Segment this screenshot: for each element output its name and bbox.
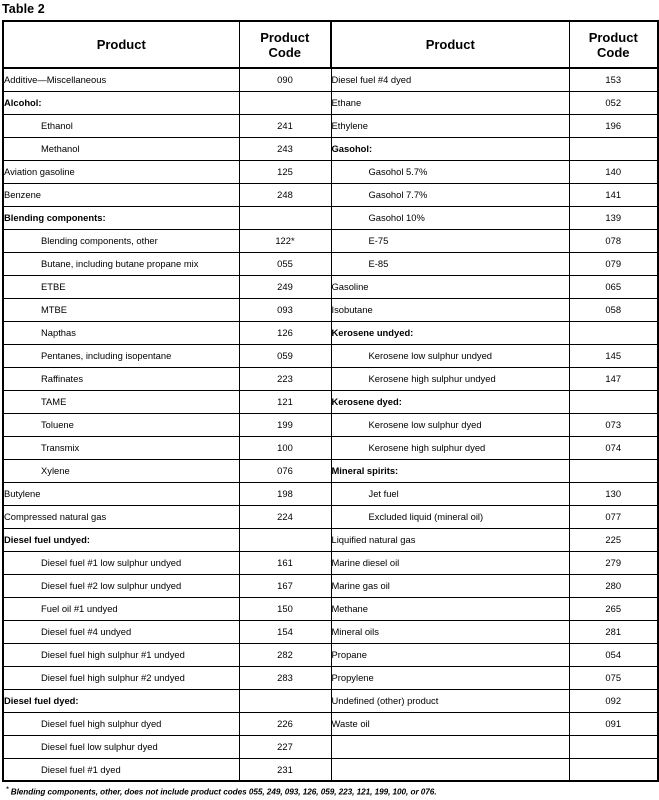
- cell-product-code-right: 279: [569, 551, 658, 574]
- header-product-code-left: [239, 21, 331, 68]
- cell-product-right: Propane: [331, 643, 569, 666]
- table-row: [3, 482, 658, 505]
- cell-product-right: Kerosene dyed:: [331, 390, 569, 413]
- cell-product-left: Toluene: [3, 413, 239, 436]
- cell-product-left: TAME: [3, 390, 239, 413]
- table-row: [3, 436, 658, 459]
- table-row: [3, 712, 658, 735]
- header-product-code-right: [569, 21, 658, 68]
- cell-product-code-left: 241: [239, 114, 331, 137]
- cell-product-right: Kerosene undyed:: [331, 321, 569, 344]
- table-row: [3, 367, 658, 390]
- cell-product-left: Xylene: [3, 459, 239, 482]
- table-row: [3, 298, 658, 321]
- cell-product-right: Methane: [331, 597, 569, 620]
- cell-product-code-left: 226: [239, 712, 331, 735]
- cell-product-right: Jet fuel: [331, 482, 569, 505]
- cell-product-code-left: 224: [239, 505, 331, 528]
- cell-product-code-right: [569, 137, 658, 160]
- cell-product-code-left: [239, 689, 331, 712]
- cell-product-code-left: 121: [239, 390, 331, 413]
- cell-product-code-right: [569, 390, 658, 413]
- table-row: [3, 574, 658, 597]
- table-row: [3, 275, 658, 298]
- cell-product-code-left: 283: [239, 666, 331, 689]
- cell-product-left: ETBE: [3, 275, 239, 298]
- cell-product-code-left: 161: [239, 551, 331, 574]
- cell-product-left: Additive—Miscellaneous: [3, 68, 239, 91]
- cell-product-right: Mineral oils: [331, 620, 569, 643]
- cell-product-code-left: 122*: [239, 229, 331, 252]
- table-row: [3, 413, 658, 436]
- cell-product-code-left: 090: [239, 68, 331, 91]
- cell-product-code-right: 141: [569, 183, 658, 206]
- cell-product-right: Diesel fuel #4 dyed: [331, 68, 569, 91]
- header-code-line2: Code: [268, 44, 301, 60]
- cell-product-code-left: 198: [239, 482, 331, 505]
- cell-product-left: Fuel oil #1 undyed: [3, 597, 239, 620]
- table-row: [3, 758, 658, 781]
- cell-product-code-left: 282: [239, 643, 331, 666]
- cell-product-code-left: 243: [239, 137, 331, 160]
- cell-product-right: Kerosene high sulphur dyed: [331, 436, 569, 459]
- cell-product-code-left: 167: [239, 574, 331, 597]
- cell-product-code-left: [239, 528, 331, 551]
- cell-product-right: Kerosene low sulphur undyed: [331, 344, 569, 367]
- cell-product-right: Excluded liquid (mineral oil): [331, 505, 569, 528]
- table-row: [3, 528, 658, 551]
- cell-product-code-right: 140: [569, 160, 658, 183]
- table-row: [3, 183, 658, 206]
- table-row: [3, 666, 658, 689]
- cell-product-left: Methanol: [3, 137, 239, 160]
- table-row: [3, 321, 658, 344]
- cell-product-right: Marine gas oil: [331, 574, 569, 597]
- cell-product-right: E-75: [331, 229, 569, 252]
- table-row: [3, 252, 658, 275]
- cell-product-code-left: 125: [239, 160, 331, 183]
- cell-product-code-left: [239, 206, 331, 229]
- cell-product-right: Waste oil: [331, 712, 569, 735]
- cell-product-left: Aviation gasoline: [3, 160, 239, 183]
- cell-product-left: MTBE: [3, 298, 239, 321]
- cell-product-code-right: 073: [569, 413, 658, 436]
- cell-product-code-right: 225: [569, 528, 658, 551]
- cell-product-left: Raffinates: [3, 367, 239, 390]
- cell-product-right: Gasohol:: [331, 137, 569, 160]
- cell-product-right: Gasoline: [331, 275, 569, 298]
- cell-product-right: [331, 758, 569, 781]
- cell-product-code-right: 139: [569, 206, 658, 229]
- table-row: [3, 137, 658, 160]
- cell-product-right: Undefined (other) product: [331, 689, 569, 712]
- table-row: [3, 459, 658, 482]
- header-code-line1: Product: [260, 29, 310, 45]
- cell-product-left: Napthas: [3, 321, 239, 344]
- footnote-text: Blending components, other, does not include product codes 055, 249, 093, 126, 059, 223, 121, 199, 100, or 076.: [8, 787, 437, 797]
- cell-product-code-right: 065: [569, 275, 658, 298]
- table-footnote: [6, 786, 437, 797]
- cell-product-left: Ethanol: [3, 114, 239, 137]
- cell-product-left: Transmix: [3, 436, 239, 459]
- cell-product-code-right: 092: [569, 689, 658, 712]
- cell-product-left: Alcohol:: [3, 91, 239, 114]
- cell-product-code-left: 076: [239, 459, 331, 482]
- footnote-marker: *: [6, 786, 9, 793]
- cell-product-code-right: 075: [569, 666, 658, 689]
- table-body: [3, 68, 658, 781]
- cell-product-code-left: 227: [239, 735, 331, 758]
- cell-product-code-left: 126: [239, 321, 331, 344]
- cell-product-right: Mineral spirits:: [331, 459, 569, 482]
- cell-product-code-right: 196: [569, 114, 658, 137]
- cell-product-left: Butane, including butane propane mix: [3, 252, 239, 275]
- cell-product-right: Marine diesel oil: [331, 551, 569, 574]
- header-product-right: Product: [331, 21, 569, 68]
- table-row: [3, 206, 658, 229]
- cell-product-code-left: 093: [239, 298, 331, 321]
- cell-product-right: Kerosene low sulphur dyed: [331, 413, 569, 436]
- cell-product-code-right: 074: [569, 436, 658, 459]
- cell-product-code-right: 079: [569, 252, 658, 275]
- table-caption: Table 2: [2, 2, 45, 16]
- cell-product-code-left: 248: [239, 183, 331, 206]
- cell-product-right: Gasohol 5.7%: [331, 160, 569, 183]
- cell-product-right: Liquified natural gas: [331, 528, 569, 551]
- table-row: [3, 551, 658, 574]
- cell-product-code-left: 199: [239, 413, 331, 436]
- table-row: [3, 114, 658, 137]
- cell-product-left: Compressed natural gas: [3, 505, 239, 528]
- cell-product-left: Diesel fuel high sulphur dyed: [3, 712, 239, 735]
- cell-product-code-right: 153: [569, 68, 658, 91]
- cell-product-left: Blending components:: [3, 206, 239, 229]
- header-row: [3, 21, 658, 68]
- cell-product-left: Pentanes, including isopentane: [3, 344, 239, 367]
- cell-product-left: Blending components, other: [3, 229, 239, 252]
- header-product-left: Product: [3, 21, 239, 68]
- table-row: [3, 91, 658, 114]
- cell-product-code-right: 265: [569, 597, 658, 620]
- cell-product-code-right: 145: [569, 344, 658, 367]
- cell-product-right: E-85: [331, 252, 569, 275]
- table-row: [3, 597, 658, 620]
- table-row: [3, 505, 658, 528]
- cell-product-code-right: 147: [569, 367, 658, 390]
- cell-product-right: Ethylene: [331, 114, 569, 137]
- cell-product-code-right: [569, 735, 658, 758]
- cell-product-code-right: 091: [569, 712, 658, 735]
- table-header: [3, 21, 658, 68]
- table-row: [3, 735, 658, 758]
- cell-product-code-right: 281: [569, 620, 658, 643]
- cell-product-left: Diesel fuel #4 undyed: [3, 620, 239, 643]
- cell-product-right: [331, 735, 569, 758]
- cell-product-left: Diesel fuel undyed:: [3, 528, 239, 551]
- table-row: [3, 229, 658, 252]
- cell-product-left: Diesel fuel #1 dyed: [3, 758, 239, 781]
- header-code-line1: Product: [588, 29, 638, 45]
- cell-product-code-right: 054: [569, 643, 658, 666]
- cell-product-left: Diesel fuel #2 low sulphur undyed: [3, 574, 239, 597]
- cell-product-code-left: [239, 91, 331, 114]
- cell-product-code-right: 052: [569, 91, 658, 114]
- cell-product-left: Diesel fuel high sulphur #1 undyed: [3, 643, 239, 666]
- product-code-table: [2, 20, 659, 782]
- cell-product-code-right: [569, 321, 658, 344]
- cell-product-code-left: 055: [239, 252, 331, 275]
- table-row: [3, 689, 658, 712]
- cell-product-code-right: 280: [569, 574, 658, 597]
- cell-product-code-right: 077: [569, 505, 658, 528]
- cell-product-left: Diesel fuel low sulphur dyed: [3, 735, 239, 758]
- cell-product-right: Propylene: [331, 666, 569, 689]
- table-row: [3, 620, 658, 643]
- cell-product-code-right: [569, 459, 658, 482]
- cell-product-code-left: 100: [239, 436, 331, 459]
- header-code-line2: Code: [597, 44, 630, 60]
- cell-product-code-left: 154: [239, 620, 331, 643]
- cell-product-left: Benzene: [3, 183, 239, 206]
- cell-product-left: Diesel fuel #1 low sulphur undyed: [3, 551, 239, 574]
- cell-product-right: Kerosene high sulphur undyed: [331, 367, 569, 390]
- table-row: [3, 643, 658, 666]
- cell-product-left: Diesel fuel high sulphur #2 undyed: [3, 666, 239, 689]
- cell-product-code-right: 078: [569, 229, 658, 252]
- table-row: [3, 68, 658, 91]
- cell-product-left: Butylene: [3, 482, 239, 505]
- cell-product-code-left: 059: [239, 344, 331, 367]
- table-row: [3, 344, 658, 367]
- cell-product-code-left: 231: [239, 758, 331, 781]
- cell-product-right: Gasohol 10%: [331, 206, 569, 229]
- cell-product-code-right: 058: [569, 298, 658, 321]
- cell-product-right: Ethane: [331, 91, 569, 114]
- cell-product-code-right: [569, 758, 658, 781]
- cell-product-right: Gasohol 7.7%: [331, 183, 569, 206]
- table-row: [3, 160, 658, 183]
- table-row: [3, 390, 658, 413]
- cell-product-right: Isobutane: [331, 298, 569, 321]
- cell-product-code-left: 249: [239, 275, 331, 298]
- cell-product-code-right: 130: [569, 482, 658, 505]
- cell-product-code-left: 150: [239, 597, 331, 620]
- cell-product-code-left: 223: [239, 367, 331, 390]
- cell-product-left: Diesel fuel dyed:: [3, 689, 239, 712]
